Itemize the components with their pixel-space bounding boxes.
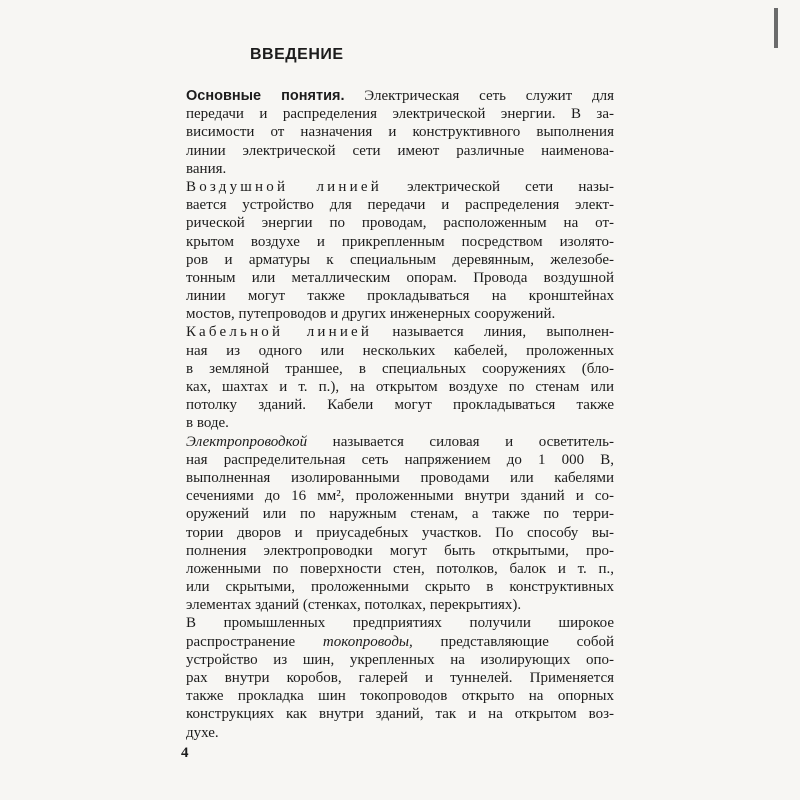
text-run: называется силовая и осветитель- (307, 433, 614, 450)
text-line (186, 651, 614, 669)
text-run: ках, шахтах и т. п.), на открытом воздухе по стенам или (186, 379, 614, 395)
text-line (186, 669, 614, 687)
paragraph (186, 433, 614, 615)
text-run: Электропроводкой (186, 433, 308, 450)
text-line (186, 433, 614, 451)
text-line (186, 123, 614, 141)
text-line (186, 323, 614, 341)
text-line (186, 414, 614, 432)
text-run: распространение (186, 633, 323, 650)
text-run: висимости от назначения и конструктивного выполнения (186, 124, 614, 141)
text-run: потолку зданий. Кабели могут прокладываться также (186, 397, 614, 414)
paragraph (186, 178, 614, 324)
text-run: тории дворов и приусадебных участков. По способу вы- (186, 524, 614, 541)
text-run: полнения электропроводки могут быть открытыми, про- (186, 542, 614, 559)
chapter-heading: ВВЕДЕНИЕ (250, 46, 344, 63)
text-run: оружений или по наружным стенам, а также по терри- (186, 506, 614, 523)
text-run: крытом воздухе и прикрепленным посредством изолято- (186, 233, 614, 250)
text-run: Электрическая сеть служит для (344, 88, 614, 104)
text-run: в воде. (186, 415, 229, 432)
text-run: представляющие собой (412, 633, 615, 650)
text-run: также прокладка шин токопроводов открыто на опорных (186, 688, 614, 705)
text-line (186, 724, 614, 742)
text-run: рах внутри коробов, галерей и туннелей. Применяется (186, 670, 614, 686)
text-run: в земляной траншее, в специальных сооружениях (бло- (186, 360, 614, 377)
paragraph (186, 614, 614, 741)
text-line (186, 142, 614, 160)
page-edge-mark (774, 8, 778, 48)
text-run: ров и арматуры к специальным деревянным, железобе- (186, 251, 614, 268)
text-line (186, 305, 614, 323)
text-line (186, 614, 614, 632)
text-run: сечениями до 16 мм², проложенными внутри зданий и со- (186, 488, 614, 505)
text-line (186, 214, 614, 232)
text-run: токопроводы, (322, 633, 413, 650)
text-line (186, 524, 614, 542)
text-line (186, 487, 614, 505)
text-line (186, 360, 614, 378)
text-run: устройство из шин, укрепленных на изолирующих опо- (186, 651, 614, 668)
text-line (186, 196, 614, 214)
body-text (186, 87, 614, 742)
text-run: выполненная изолированными проводами или кабелями (186, 469, 614, 486)
text-run: или скрытыми, проложенными скрыто в конструктивных (186, 579, 614, 596)
text-line (186, 505, 614, 523)
text-run: рической энергии по проводам, расположенным на от- (186, 215, 614, 232)
text-line (186, 287, 614, 305)
text-line (186, 160, 614, 178)
text-run: вается устройство для передачи и распределения элект- (186, 197, 614, 214)
text-line (186, 251, 614, 269)
text-run: линии электрической сети имеют различные наименова- (186, 142, 614, 159)
text-line (186, 542, 614, 560)
text-run: передачи и распределения электрической энергии. В за- (186, 106, 614, 123)
text-line (186, 233, 614, 251)
text-run: В промышленных предприятиях получили широкое (186, 615, 614, 632)
text-line (186, 705, 614, 723)
text-line (186, 687, 614, 705)
text-line (186, 469, 614, 487)
text-run: элементах зданий (стенках, потолках, перекрытиях). (186, 597, 522, 614)
text-line (186, 578, 614, 596)
text-run: Воздушной линией (186, 178, 382, 195)
text-line (186, 633, 614, 651)
text-line (186, 87, 614, 105)
text-line (186, 451, 614, 469)
page-number: 4 (181, 745, 189, 761)
text-run: линии могут также прокладываться на кронштейнах (186, 288, 614, 305)
text-run: электрической сети назы- (381, 178, 615, 195)
text-run: тонным или металлическим опорам. Провода воздушной (186, 269, 614, 286)
text-run: ложенными по поверхности стен, потолков, балок и т. п., (186, 560, 614, 577)
text-run: вания. (186, 160, 227, 177)
text-run: духе. (186, 724, 219, 741)
text-line (186, 596, 614, 614)
text-run: ная из одного или нескольких кабелей, проложенных (186, 342, 614, 359)
text-run: ная распределительная сеть напряжением до 1 000 В, (186, 451, 614, 468)
text-line (186, 396, 614, 414)
text-run: мостов, путепроводов и других инженерных сооружений. (186, 306, 556, 323)
text-run: конструкциях как внутри зданий, так и на открытом воз- (186, 706, 614, 723)
paragraph (186, 87, 614, 178)
text-run: называется линия, выполнен- (372, 324, 615, 341)
text-line (186, 378, 614, 396)
text-run: Основные понятия. (186, 88, 345, 104)
paragraph (186, 323, 614, 432)
text-line (186, 105, 614, 123)
text-line (186, 560, 614, 578)
text-line (186, 269, 614, 287)
text-run: Кабельной линией (186, 324, 373, 341)
text-line (186, 342, 614, 360)
text-line (186, 178, 614, 196)
